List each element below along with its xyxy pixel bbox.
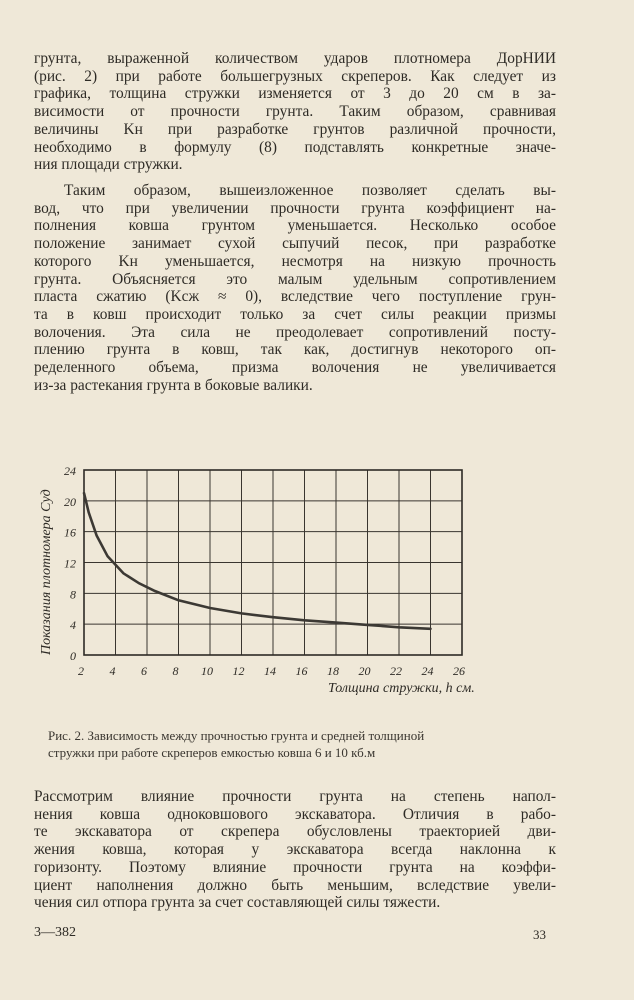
text-line: висимости от прочности грунта. Таким образом, сравнивая xyxy=(34,103,556,121)
text-line: грунта, выраженной количеством ударов плотномера ДорНИИ xyxy=(34,50,556,67)
text-line: ния площади стружки. xyxy=(34,156,183,174)
y-tick-label: 8 xyxy=(70,587,76,602)
figure-caption xyxy=(48,727,548,761)
caption-line: Рис. 2. Зависимость между прочностью грунта и средней толщиной xyxy=(48,728,425,743)
text-line: графика, толщина стружки изменяется от 3 до 20 см в за- xyxy=(34,85,556,103)
page-number: 33 xyxy=(533,927,546,942)
text-line: чения сил отпора грунта за счет составляющей силы тяжести. xyxy=(34,894,441,912)
x-axis-label: Толщина стружки, h см. xyxy=(328,681,475,696)
text-line: те экскаватора от скрепера обусловлены траекторией дви- xyxy=(34,823,556,841)
x-tick-label: 6 xyxy=(141,664,147,678)
y-axis-label: Показания плотномера Суд xyxy=(39,489,54,655)
text-line: величины Kн при разработке грунтов различной прочности, xyxy=(34,120,556,138)
x-tick-label: 16 xyxy=(295,664,308,678)
text-line: (рис. 2) при работе большегрузных скреперов. Как следует из xyxy=(34,67,556,85)
text-line: горизонту. Поэтому влияние прочности грунта на коэффи- xyxy=(34,858,556,876)
text-line: которого Kн уменьшается, несмотря на низкую прочность xyxy=(34,252,556,270)
text-line: жения ковша, которая у экскаватора всегда наклонна к xyxy=(34,841,556,859)
y-tick-labels xyxy=(64,464,76,663)
text-line: необходимо в формулу (8) подставлять конкретные значе- xyxy=(34,138,556,156)
chart-grid xyxy=(84,470,462,655)
x-tick-label: 8 xyxy=(172,664,179,678)
text-line: ределенного объема, призма волочения не увеличивается xyxy=(34,359,556,377)
text-line: та в ковш происходит только за счет силы реакции призмы xyxy=(34,305,556,323)
x-tick-label: 26 xyxy=(453,664,465,678)
x-tick-label: 12 xyxy=(232,664,245,678)
text-line: Рассмотрим влияние прочности грунта на степень напол- xyxy=(34,788,556,805)
y-tick-label: 20 xyxy=(64,494,76,509)
text-line: полнения ковша грунтом уменьшается. Несколько особое xyxy=(34,217,556,235)
text-line: из-за растекания грунта в боковые валики. xyxy=(34,376,313,394)
plot-frame xyxy=(84,470,462,655)
text-line: нения ковша одноковшового экскаватора. Отличия в рабо- xyxy=(34,805,556,823)
y-tick-label: 4 xyxy=(70,618,76,633)
x-tick-label: 2 xyxy=(78,664,84,678)
text-line: циент наполнения должно быть меньшим, вследствие увели- xyxy=(34,876,556,894)
x-tick-label: 4 xyxy=(109,664,116,678)
text-line: вод, что при увеличении прочности грунта коэффициент на- xyxy=(34,199,556,217)
x-tick-label: 14 xyxy=(264,664,276,678)
series-line xyxy=(84,493,431,629)
x-tick-labels xyxy=(78,664,465,678)
y-tick-label: 16 xyxy=(64,525,76,540)
paragraph-2 xyxy=(34,182,556,394)
text-line: грунта. Объясняется это малым удельным сопротивлением xyxy=(34,270,556,288)
text-line: положение занимает сухой сыпучий песок, при разработке xyxy=(34,235,556,253)
y-tick-label: 0 xyxy=(70,649,76,663)
text-line: волочения. Эта сила не преодолевает сопротивлений посту- xyxy=(34,323,556,341)
x-tick-label: 10 xyxy=(201,664,213,678)
text-line: Таким образом, вышеизложенное позволяет сделать вы- xyxy=(64,182,556,199)
text-line: плению грунта в ковш, так как, достигнув некоторого оп- xyxy=(34,341,556,359)
x-tick-label: 24 xyxy=(421,664,434,678)
x-tick-label: 18 xyxy=(327,664,339,678)
caption-line: стружки при работе скреперов емкостью ковша 6 и 10 кб.м xyxy=(48,745,376,760)
y-tick-label: 12 xyxy=(64,556,76,571)
y-tick-label: 24 xyxy=(64,464,76,478)
x-tick-label: 20 xyxy=(358,664,371,678)
x-tick-label: 22 xyxy=(390,664,402,678)
paragraph-1 xyxy=(34,50,556,174)
paragraph-3 xyxy=(34,788,556,912)
text-line: пласта сжатию (Kсж ≈ 0), вследствие чего поступление грун- xyxy=(34,288,556,306)
signature-mark: 3—382 xyxy=(34,925,76,940)
